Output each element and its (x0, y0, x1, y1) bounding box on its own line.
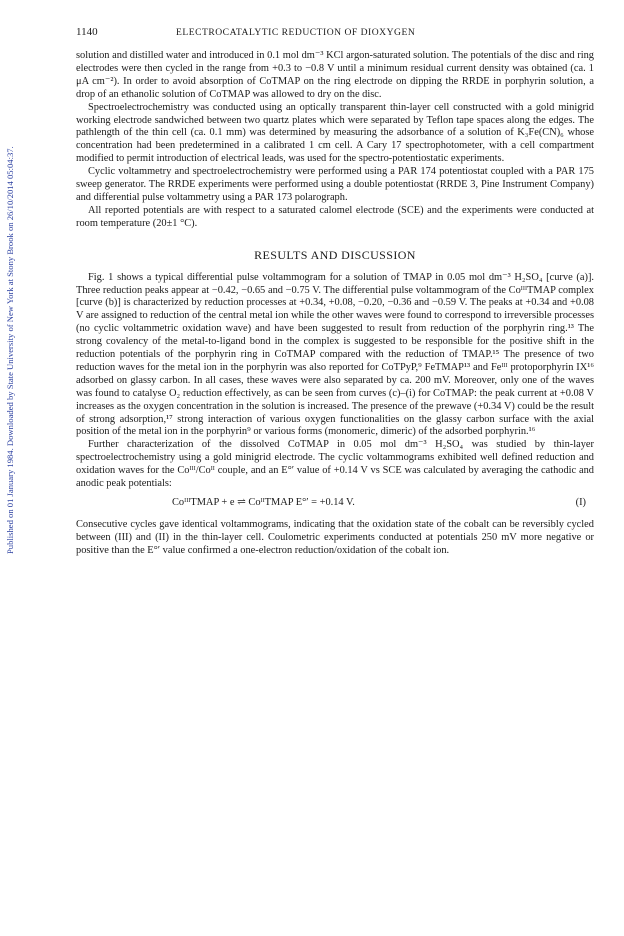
page-number: 1140 (76, 26, 98, 38)
paragraph-6: Further characterization of the dissolved CoTMAP in 0.05 mol dm⁻³ H₂SO₄ was studied by thin-layer spectroelectrochemistry using a gold minigrid electrode. The cyclic voltammograms exhibited well defined reduction and oxidation waves for the Coᴵᴵᴵ/Coᴵᴵ couple, and an E°′ value of +0.14 V vs SCE was calculated by averaging the cathodic and anodic peak potentials: (76, 439, 594, 490)
running-title: ELECTROCATALYTIC REDUCTION OF DIOXYGEN (176, 27, 416, 38)
download-watermark: Published on 01 January 1984. Downloaded by State University of New York at Stony Brook on 26/10/2014 05:04:37. (5, 146, 15, 554)
equation-row (76, 497, 594, 513)
section-heading: RESULTS AND DISCUSSION (254, 247, 416, 262)
paragraph-4: All reported potentials are with respect to a saturated calomel electrode (SCE) and the experiments were conducted at room temperature (20±1 °C). (76, 204, 594, 229)
paragraph-3: Cyclic voltammetry and spectroelectrochemistry were performed using a PAR 174 potentiostat coupled with a PAR 175 sweep generator. The RRDE experiments were performed using a double potentiostat (RRDE 3, Pine Instrument Company) and differential pulse voltammetry using a PAR 173 polarograph. (76, 166, 594, 203)
equation: CoᴵᴵᴵTMAP + e ⇌ CoᴵᴵTMAP E°′ = +0.14 V. (172, 497, 355, 508)
page-header (76, 26, 596, 40)
paragraph-1: solution and distilled water and introduced in 0.1 mol dm⁻³ KCl argon-saturated solution. The potentials of the disc and ring electrodes were then cycled in the range from +0.3 to −0.8 V until a minimum residual current density was obtained (ca. 1 μA cm⁻²). In order to avoid absorption of CoTMAP on the ring electrode on dipping the RRDE in porphyrin solution, a drop of an ethanolic solution of CoTMAP was allowed to dry on the disc. (76, 50, 594, 100)
paragraph-7: Consecutive cycles gave identical voltammograms, indicating that the oxidation state of the cobalt can be reversibly cycled between (III) and (II) in the thin-layer cell. Coulometric experiments conducted at potentials 250 mV more negative or positive than the E°′ value confirmed a one-electron reduction/oxidation of the cobalt ion. (76, 519, 594, 556)
article-body (76, 50, 594, 558)
paragraph-5: Fig. 1 shows a typical differential pulse voltammogram for a solution of TMAP in 0.05 mol dm⁻³ H₂SO₄ [curve (a)]. Three reduction peaks appear at −0.42, −0.65 and −0.75 V. The differential pulse voltammogram of the CoᴵᴵᴵTMAP complex [curve (b)] is characterized by reduction processes at +0.34, +0.08, −0.20, −0.36 and −0.59 V. The peaks at +0.34 and +0.08 V are assigned to reduction of the central metal ion while the other waves were found to correspond to irreversible processes (no cyclic voltammetric oxidation wave) and have been suggested to result from reduction of the porphyrin ring.¹³ The strong covalency of the metal-to-ligand bond in the complex is suggested to be responsible for the positive shift in the reduction potentials of the porphyrin ring in CoTMAP compared with the reduction of TMAP.¹⁵ The presence of two reduction waves for the metal ion in the porphyrin was also reported for CoTPyP,⁹ FeTMAP¹³ and Feᴵᴵᴵ protoporphyrin IX¹⁶ adsorbed on glassy carbon. In all cases, these waves were also separated by ca. 200 mV. Moreover, only one of the waves was found to catalyse O₂ reduction effectively, as can be seen from curves (c)–(i) for CoTMAP: the peak current at +0.08 V increases as the oxygen concentration in the solution is increased. The presence of the prewave (+0.34 V) could be the result of strong adsorption,¹⁷ strong interaction of various oxygen functionalities on the glassy carbon surface with the axial position of the metal ion in the porphyrin⁹ or various forms (monomeric, dimeric) of the adsorbed porphyrin.¹⁶ (76, 271, 595, 438)
equation-number: (I) (575, 497, 586, 508)
paragraph-2: Spectroelectrochemistry was conducted using an optically transparent thin-layer cell constructed with a gold minigrid working electrode sandwiched between two quartz plates which were separated by Teflon tape spaces along the edges. The pathlength of the thin cell (ca. 0.1 mm) was determined by measuring the adsorbance of a solution of K₃Fe(CN)₆ whose concentration had been predetermined in a calibrated 1 cm cell. A Cary 17 spectrophotometer, with a cell compartment modified to permit introduction of electrical leads, was used for the spectro-potentiostatic experiments. (76, 101, 594, 165)
